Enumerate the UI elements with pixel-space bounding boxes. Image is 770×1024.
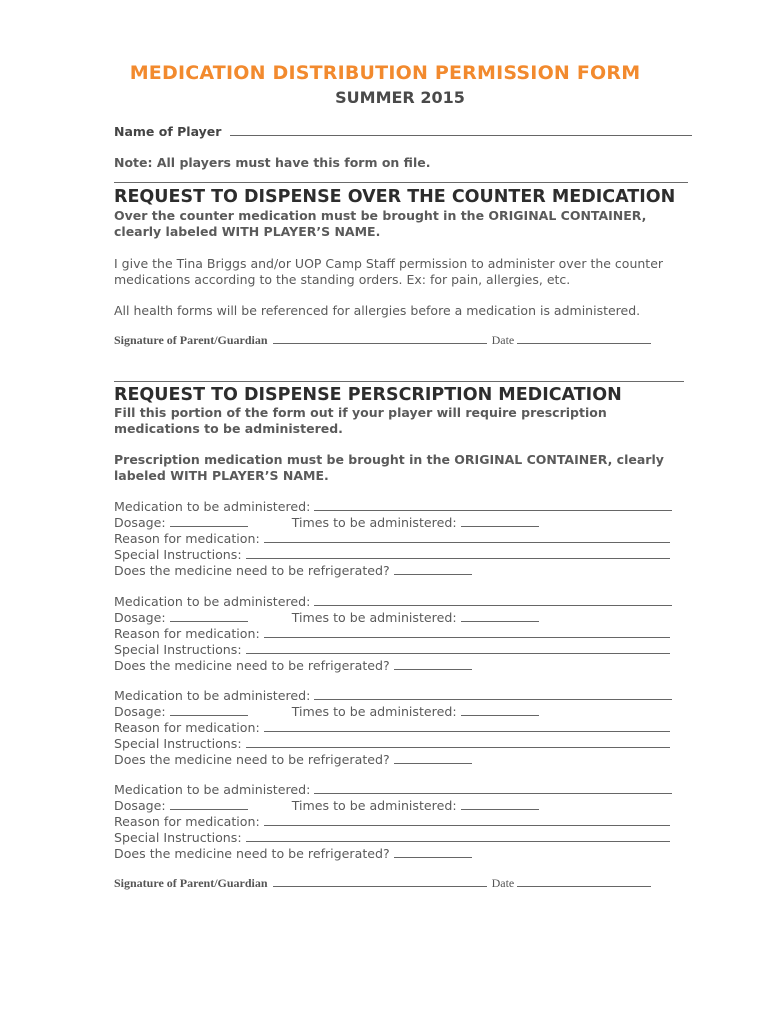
- refrigerated-line[interactable]: [394, 763, 472, 764]
- refrigerated-label: Does the medicine need to be refrigerated?: [114, 846, 390, 861]
- divider: [114, 182, 688, 183]
- special-line[interactable]: [246, 841, 670, 842]
- player-name-field[interactable]: [114, 124, 692, 139]
- times-label: Times to be administered:: [291, 704, 457, 719]
- times-label: Times to be administered:: [291, 798, 457, 813]
- reason-field[interactable]: [114, 720, 672, 736]
- dosage-field[interactable]: [114, 515, 672, 531]
- dosage-line[interactable]: [170, 715, 248, 716]
- rx-signature-row[interactable]: [114, 876, 651, 891]
- otc-heading: REQUEST TO DISPENSE OVER THE COUNTER MEDICATION: [114, 187, 676, 207]
- times-line[interactable]: [461, 621, 539, 622]
- otc-permission: [114, 256, 663, 288]
- refrigerated-field[interactable]: [114, 563, 672, 579]
- special-field[interactable]: [114, 642, 672, 658]
- special-label: Special Instructions:: [114, 830, 242, 845]
- player-name-line[interactable]: [230, 135, 692, 136]
- special-label: Special Instructions:: [114, 736, 242, 751]
- reason-label: Reason for medication:: [114, 626, 260, 641]
- rx-container-line: labeled WITH PLAYER’S NAME.: [114, 468, 329, 483]
- rx-fill-line: Fill this portion of the form out if your player will require prescription: [114, 405, 607, 420]
- otc-signature-row[interactable]: [114, 333, 651, 348]
- special-line[interactable]: [246, 653, 670, 654]
- form-subtitle: SUMMER 2015: [335, 88, 465, 107]
- dosage-line[interactable]: [170, 621, 248, 622]
- refrigerated-field[interactable]: [114, 846, 672, 862]
- medication-line[interactable]: [314, 605, 672, 606]
- dosage-line[interactable]: [170, 526, 248, 527]
- medication-field[interactable]: [114, 499, 672, 515]
- reason-line[interactable]: [264, 637, 670, 638]
- refrigerated-label: Does the medicine need to be refrigerated?: [114, 563, 390, 578]
- otc-instruction-line: clearly labeled WITH PLAYER’S NAME.: [114, 224, 381, 239]
- times-line[interactable]: [461, 526, 539, 527]
- medication-block: [114, 782, 672, 862]
- refrigerated-line[interactable]: [394, 857, 472, 858]
- rx-fill-line: medications to be administered.: [114, 421, 343, 436]
- reason-label: Reason for medication:: [114, 531, 260, 546]
- medication-label: Medication to be administered:: [114, 782, 311, 797]
- medication-block: [114, 688, 672, 768]
- signature-line[interactable]: [273, 343, 487, 344]
- otc-instruction: [114, 208, 646, 240]
- medication-label: Medication to be administered:: [114, 688, 311, 703]
- rx-heading: REQUEST TO DISPENSE PERSCRIPTION MEDICATION: [114, 385, 622, 405]
- date-line[interactable]: [517, 343, 651, 344]
- rx-container-note: [114, 452, 664, 484]
- dosage-label: Dosage:: [114, 515, 166, 530]
- medication-field[interactable]: [114, 688, 672, 704]
- refrigerated-label: Does the medicine need to be refrigerated?: [114, 658, 390, 673]
- special-field[interactable]: [114, 736, 672, 752]
- dosage-label: Dosage:: [114, 704, 166, 719]
- signature-label: Signature of Parent/Guardian: [114, 333, 268, 347]
- times-line[interactable]: [461, 715, 539, 716]
- form-title: MEDICATION DISTRIBUTION PERMISSION FORM: [129, 62, 641, 84]
- rx-container-line: Prescription medication must be brought in the ORIGINAL CONTAINER, clearly: [114, 452, 664, 467]
- medication-line[interactable]: [314, 793, 672, 794]
- medication-line[interactable]: [314, 510, 672, 511]
- signature-label: Signature of Parent/Guardian: [114, 876, 268, 890]
- medication-label: Medication to be administered:: [114, 594, 311, 609]
- special-field[interactable]: [114, 547, 672, 563]
- special-line[interactable]: [246, 558, 670, 559]
- otc-permission-line: I give the Tina Briggs and/or UOP Camp Staff permission to administer over the counter: [114, 256, 664, 271]
- dosage-label: Dosage:: [114, 610, 166, 625]
- medication-field[interactable]: [114, 594, 672, 610]
- times-label: Times to be administered:: [291, 610, 457, 625]
- reason-field[interactable]: [114, 531, 672, 547]
- reason-field[interactable]: [114, 626, 672, 642]
- otc-instruction-line: Over the counter medication must be brought in the ORIGINAL CONTAINER,: [114, 208, 647, 223]
- special-label: Special Instructions:: [114, 547, 242, 562]
- special-label: Special Instructions:: [114, 642, 242, 657]
- refrigerated-line[interactable]: [394, 669, 472, 670]
- otc-permission-line: medications according to the standing orders. Ex: for pain, allergies, etc.: [114, 272, 571, 287]
- health-note: All health forms will be referenced for allergies before a medication is administered.: [114, 303, 641, 318]
- dosage-line[interactable]: [170, 809, 248, 810]
- special-line[interactable]: [246, 747, 670, 748]
- date-label: Date: [491, 333, 515, 347]
- medication-label: Medication to be administered:: [114, 499, 311, 514]
- times-label: Times to be administered:: [291, 515, 457, 530]
- reason-line[interactable]: [264, 542, 670, 543]
- file-note: Note: All players must have this form on file.: [114, 155, 431, 170]
- refrigerated-field[interactable]: [114, 752, 672, 768]
- dosage-field[interactable]: [114, 798, 672, 814]
- reason-line[interactable]: [264, 825, 670, 826]
- medication-line[interactable]: [314, 699, 672, 700]
- times-line[interactable]: [461, 809, 539, 810]
- signature-line[interactable]: [273, 886, 487, 887]
- rx-fill-note: [114, 405, 607, 437]
- medication-block: [114, 499, 672, 579]
- medication-field[interactable]: [114, 782, 672, 798]
- reason-field[interactable]: [114, 814, 672, 830]
- special-field[interactable]: [114, 830, 672, 846]
- refrigerated-line[interactable]: [394, 574, 472, 575]
- divider: [114, 381, 684, 382]
- date-label: Date: [491, 876, 515, 890]
- refrigerated-label: Does the medicine need to be refrigerated?: [114, 752, 390, 767]
- refrigerated-field[interactable]: [114, 658, 672, 674]
- reason-line[interactable]: [264, 731, 670, 732]
- player-name-label: Name of Player: [114, 124, 222, 139]
- date-line[interactable]: [517, 886, 651, 887]
- medication-block: [114, 594, 672, 674]
- dosage-field[interactable]: [114, 610, 672, 626]
- reason-label: Reason for medication:: [114, 814, 260, 829]
- dosage-label: Dosage:: [114, 798, 166, 813]
- reason-label: Reason for medication:: [114, 720, 260, 735]
- dosage-field[interactable]: [114, 704, 672, 720]
